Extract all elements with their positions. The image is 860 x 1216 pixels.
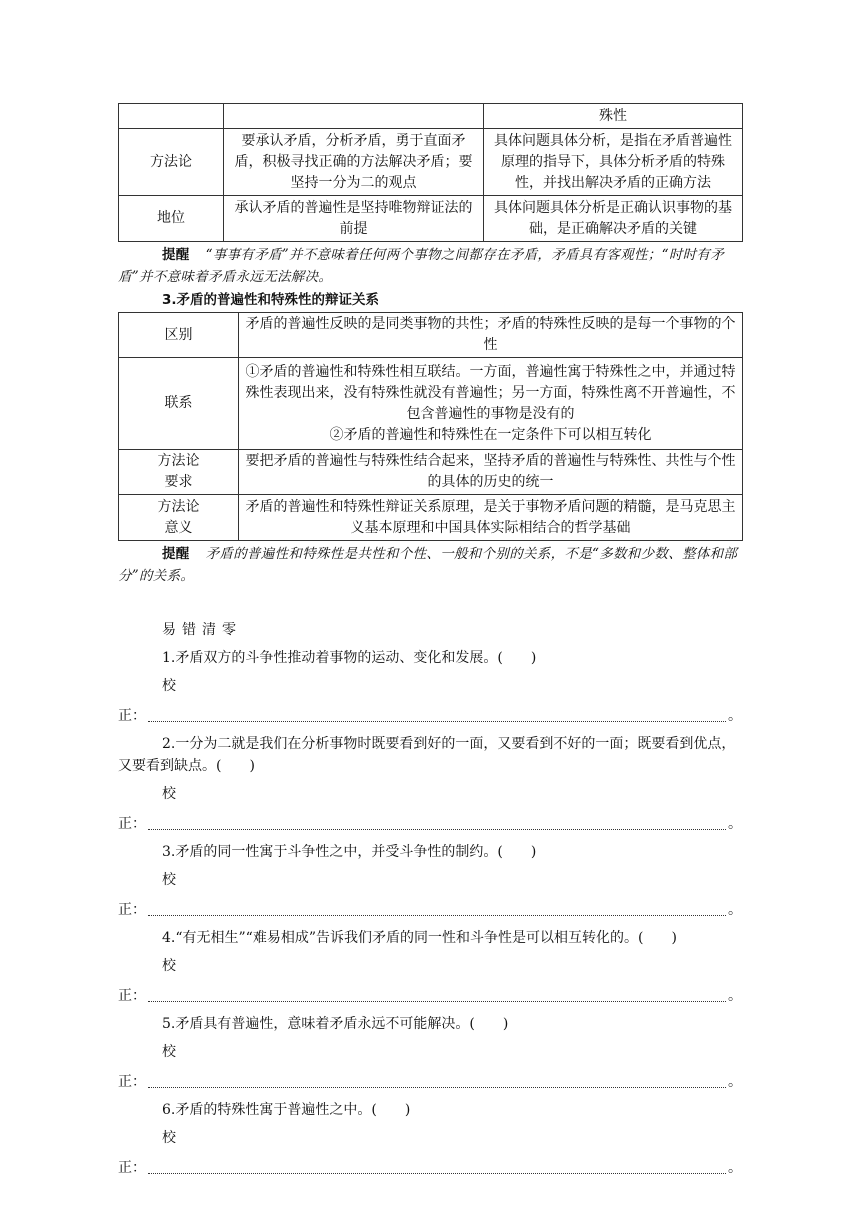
row-label: 联系 (119, 358, 239, 450)
table-row (119, 313, 743, 358)
end-mark: 。 (728, 1074, 742, 1090)
table-row (119, 104, 743, 129)
reminder-label: 提醒 (162, 247, 190, 263)
reminder-note (118, 543, 742, 587)
question-item: 6.矛盾的特殊性寓于普遍性之中。( ) (162, 1102, 411, 1118)
reminder-label: 提醒 (162, 546, 190, 562)
row-label: 地位 (119, 196, 224, 242)
label-line: 意义 (164, 519, 193, 536)
table-cell (119, 104, 224, 129)
document-page (118, 103, 742, 1179)
correction-label: 校 (162, 958, 176, 974)
table-cell: 具体问题具体分析是正确认识事物的基础，是正确解决矛盾的关键 (484, 196, 743, 242)
correction-label: 校 (162, 1044, 176, 1060)
end-mark: 。 (728, 1160, 742, 1176)
row-label: 方法论 (119, 129, 224, 196)
table-cell (224, 104, 484, 129)
correction-prefix: 正： (118, 902, 146, 918)
table-row (119, 450, 743, 495)
table-cell: 承认矛盾的普遍性是坚持唯物辩证法的前提 (224, 196, 484, 242)
row-label (119, 495, 239, 541)
correction-prefix: 正： (118, 708, 146, 724)
correction-line[interactable] (118, 705, 742, 727)
comparison-table (118, 103, 743, 242)
row-label: 区别 (119, 313, 239, 358)
correction-prefix: 正： (118, 1160, 146, 1176)
question-item: 4.“有无相生”“难易相成”告诉我们矛盾的同一性和斗争性是可以相互转化的。( ) (162, 930, 677, 946)
label-line: 要求 (164, 474, 193, 490)
table-cell: 矛盾的普遍性反映的是同类事物的共性；矛盾的特殊性反映的是每一个事物的个性 (239, 313, 743, 358)
question-item: 1.矛盾双方的斗争性推动着事物的运动、变化和发展。( ) (162, 650, 537, 666)
reminder-text: “事事有矛盾”并不意味着任何两个事物之间都存在矛盾，矛盾具有客观性；“时时有矛盾”并不意味着矛盾永远无法解决。 (118, 247, 725, 285)
correction-label: 校 (162, 786, 176, 802)
correction-line[interactable] (118, 899, 742, 921)
correction-line[interactable] (118, 985, 742, 1007)
table-cell: 矛盾的普遍性和特殊性辩证关系原理，是关于事物矛盾问题的精髓，是马克思主义基本原理和中国具体实际相结合的哲学基础 (239, 495, 743, 541)
answer-blank[interactable] (148, 1160, 726, 1174)
correction-prefix: 正： (118, 988, 146, 1004)
end-mark: 。 (728, 902, 742, 918)
section-heading: 3.矛盾的普遍性和特殊性的辩证关系 (162, 292, 380, 308)
reminder-note (118, 244, 742, 288)
correction-label: 校 (162, 872, 176, 888)
relation-table (118, 312, 743, 541)
end-mark: 。 (728, 708, 742, 724)
correction-line[interactable] (118, 813, 742, 835)
table-cell: 殊性 (484, 104, 743, 129)
section-title: 易错清零 (162, 622, 242, 638)
table-cell: 具体问题具体分析，是指在矛盾普遍性原理的指导下，具体分析矛盾的特殊性，并找出解决矛盾的正确方法 (484, 129, 743, 196)
table-cell: 要把矛盾的普遍性与特殊性结合起来，坚持矛盾的普遍性与特殊性、共性与个性的具体的历史的统一 (239, 450, 743, 495)
table-cell (239, 358, 743, 450)
correction-line[interactable] (118, 1071, 742, 1093)
answer-blank[interactable] (148, 816, 726, 830)
correction-label: 校 (162, 678, 176, 694)
end-mark: 。 (728, 988, 742, 1004)
answer-blank[interactable] (148, 708, 726, 722)
end-mark: 。 (728, 816, 742, 832)
cell-paragraph: ②矛盾的普遍性和特殊性在一定条件下可以相互转化 (329, 426, 652, 443)
table-row (119, 196, 743, 242)
table-row (119, 495, 743, 541)
cell-paragraph: ①矛盾的普遍性和特殊性相互联结。一方面，普遍性寓于特殊性之中，并通过特殊性表现出来，没有特殊性就没有普遍性；另一方面，特殊性离不开普遍性，不包含普遍性的事物是没有的 (245, 363, 736, 422)
answer-blank[interactable] (148, 902, 726, 916)
question-item: 2.一分为二就是我们在分析事物时既要看到好的一面，又要看到不好的一面；既要看到优点，又要看到缺点。( ) (118, 736, 736, 774)
question-item: 3.矛盾的同一性寓于斗争性之中，并受斗争性的制约。( ) (162, 844, 537, 860)
label-line: 方法论 (157, 498, 200, 515)
question-item: 5.矛盾具有普遍性，意味着矛盾永远不可能解决。( ) (162, 1016, 509, 1032)
row-label (119, 450, 239, 495)
table-row (119, 129, 743, 196)
correction-prefix: 正： (118, 1074, 146, 1090)
table-cell: 要承认矛盾，分析矛盾，勇于直面矛盾，积极寻找正确的方法解决矛盾；要坚持一分为二的观点 (224, 129, 484, 196)
label-line: 方法论 (157, 453, 200, 469)
answer-blank[interactable] (148, 1074, 726, 1088)
reminder-text: 矛盾的普遍性和特殊性是共性和个性、一般和个别的关系，不是“多数和少数、整体和部分”的关系。 (118, 546, 738, 584)
correction-prefix: 正： (118, 816, 146, 832)
correction-label: 校 (162, 1130, 176, 1146)
answer-blank[interactable] (148, 988, 726, 1002)
table-row (119, 358, 743, 450)
correction-line[interactable] (118, 1157, 742, 1179)
